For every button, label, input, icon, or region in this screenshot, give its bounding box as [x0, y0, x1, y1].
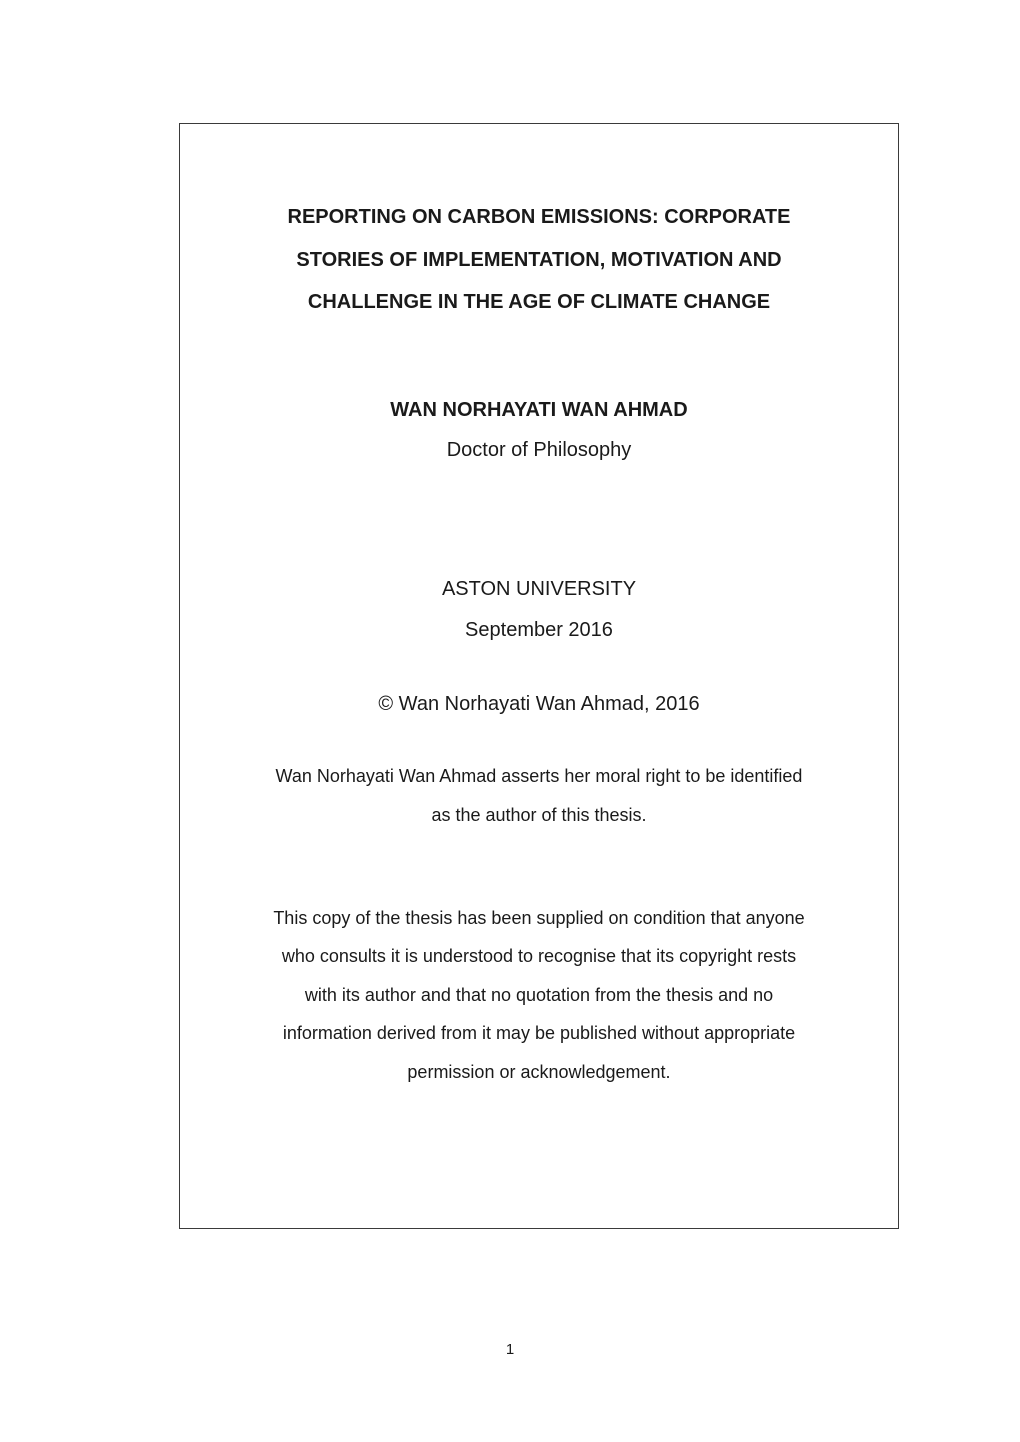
copyright-notice: © Wan Norhayati Wan Ahmad, 2016: [378, 693, 700, 715]
thesis-title-line-1: REPORTING ON CARBON EMISSIONS: CORPORATE: [287, 206, 791, 228]
submission-date: September 2016: [465, 619, 613, 641]
thesis-title-line-2: STORIES OF IMPLEMENTATION, MOTIVATION AND: [296, 249, 782, 271]
moral-right-line-2: as the author of this thesis.: [431, 805, 647, 825]
page-number: 1: [505, 1341, 515, 1358]
degree: Doctor of Philosophy: [446, 439, 632, 461]
conditions-line-1: This copy of the thesis has been supplied on condition that anyone: [273, 908, 805, 928]
title-page-frame: [179, 123, 899, 1229]
conditions-line-4: information derived from it may be published without appropriate: [282, 1023, 796, 1043]
moral-right-line-1: Wan Norhayati Wan Ahmad asserts her moral right to be identified: [275, 766, 803, 786]
institution: ASTON UNIVERSITY: [441, 578, 637, 600]
conditions-line-3: with its author and that no quotation from the thesis and no: [304, 985, 774, 1005]
conditions-line-2: who consults it is understood to recognise that its copyright rests: [281, 946, 797, 966]
conditions-line-5: permission or acknowledgement.: [407, 1062, 671, 1082]
author-name: WAN NORHAYATI WAN AHMAD: [390, 399, 688, 421]
thesis-title-line-3: CHALLENGE IN THE AGE OF CLIMATE CHANGE: [307, 291, 771, 313]
